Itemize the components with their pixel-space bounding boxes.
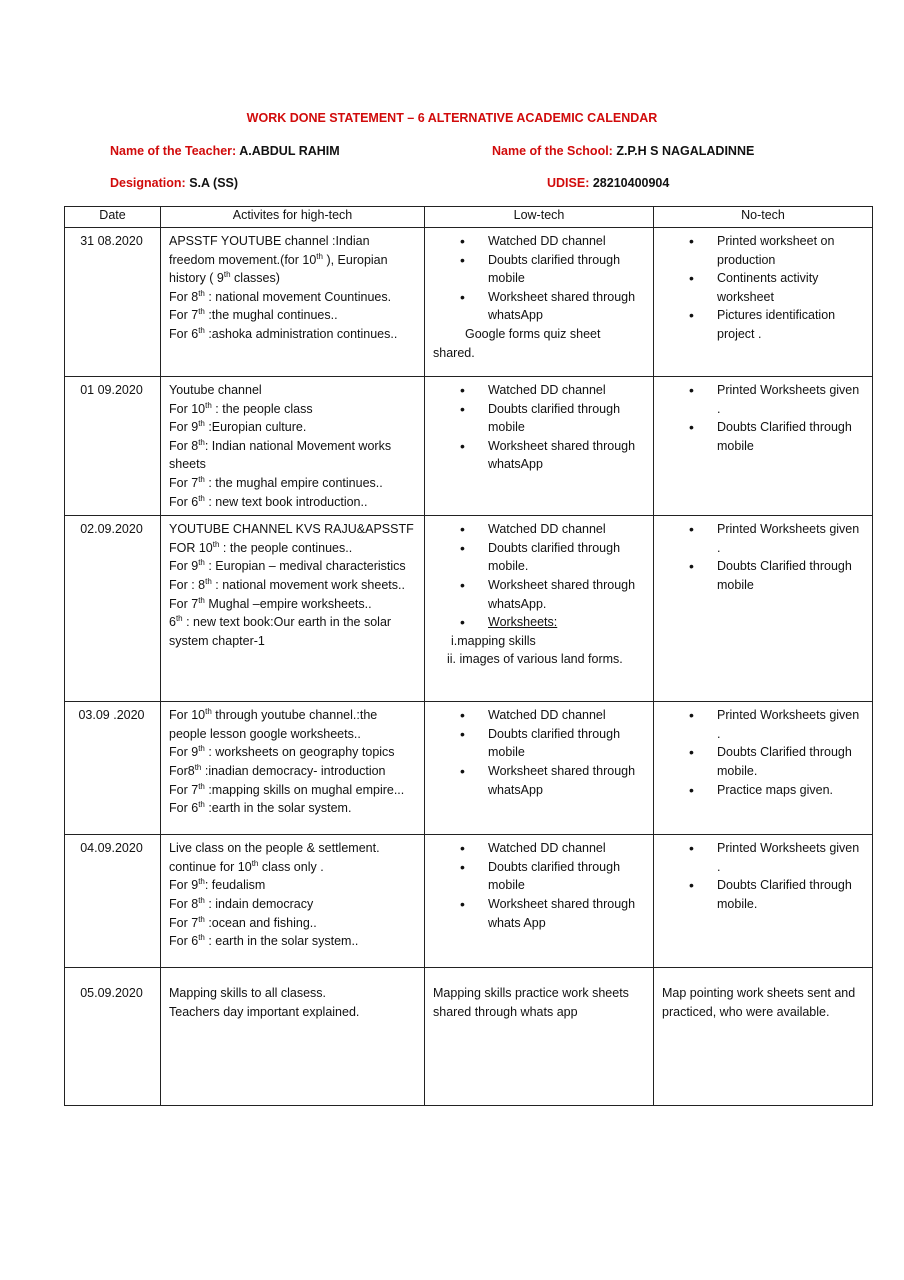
high-tech-cell bbox=[161, 228, 425, 377]
activity-line: For 7th :the mughal continues.. bbox=[169, 307, 338, 323]
udise-info bbox=[547, 176, 669, 190]
udise-label: UDISE: bbox=[547, 176, 590, 190]
low-tech-list bbox=[433, 706, 647, 799]
table-row bbox=[65, 968, 873, 1106]
list-item: • Pictures identification project . bbox=[662, 306, 866, 343]
table-row bbox=[65, 228, 873, 377]
activity-line: For 6th :earth in the solar system. bbox=[169, 799, 352, 816]
activity-line: Mapping skills to all clasess. bbox=[169, 986, 327, 1001]
list-item: • Practice maps given. bbox=[662, 781, 866, 800]
list-item: • Doubts Clarified through mobile bbox=[662, 557, 866, 594]
low-tech-cell bbox=[425, 835, 654, 968]
low-tech-cell bbox=[425, 702, 654, 835]
list-item: • Doubts clarified through mobile bbox=[433, 400, 647, 437]
low-tech-list bbox=[433, 839, 647, 932]
list-item: • Printed Worksheets given . bbox=[662, 381, 866, 418]
activity-line: i.mapping skills bbox=[451, 633, 536, 648]
no-tech-list bbox=[662, 232, 866, 344]
list-item bbox=[433, 613, 647, 632]
no-tech-list bbox=[662, 381, 866, 455]
list-item: • Worksheet shared through whats App bbox=[433, 895, 647, 932]
list-item: • Printed Worksheets given . bbox=[662, 706, 866, 743]
low-tech-list bbox=[433, 520, 647, 632]
activity-line: Live class on the people & settlement. bbox=[169, 841, 380, 856]
low-tech-cell bbox=[425, 228, 654, 377]
no-tech-list bbox=[662, 706, 866, 799]
list-item: • Worksheet shared through whatsApp bbox=[433, 288, 647, 325]
list-item: • Printed worksheet on production bbox=[662, 232, 866, 269]
activity-line: For 8th : indain democracy bbox=[169, 895, 314, 911]
activity-line: 6th : new text book:Our earth in the solar system chapter-1 bbox=[169, 613, 392, 648]
list-item: • Watched DD channel bbox=[433, 520, 647, 539]
date-cell: 31 08.2020 bbox=[65, 228, 161, 377]
activity-line: For 6th : earth in the solar system.. bbox=[169, 932, 359, 949]
activity-line: For 8th: Indian national Movement works sheets bbox=[169, 437, 392, 472]
no-tech-cell: Map pointing work sheets sent and practiced, who were available. bbox=[654, 968, 873, 1106]
date-cell: 03.09 .2020 bbox=[65, 702, 161, 835]
activity-line: For 10th : the people class bbox=[169, 400, 313, 416]
list-item: • Doubts clarified through mobile bbox=[433, 251, 647, 288]
no-tech-cell bbox=[654, 702, 873, 835]
column-header-date: Date bbox=[65, 207, 161, 228]
no-tech-cell bbox=[654, 516, 873, 702]
high-tech-cell bbox=[161, 968, 425, 1106]
table-row bbox=[65, 516, 873, 702]
teacher-info bbox=[110, 144, 340, 158]
designation-value: S.A (SS) bbox=[189, 176, 239, 190]
activity-line: Youtube channel bbox=[169, 383, 262, 397]
teacher-label: Name of the Teacher: bbox=[110, 144, 237, 158]
list-item: • Doubts clarified through mobile. bbox=[433, 539, 647, 576]
udise-value: 28210400904 bbox=[592, 176, 670, 190]
activity-line: For : 8th : national movement work sheets.. bbox=[169, 576, 405, 592]
table-row bbox=[65, 835, 873, 968]
list-item: • Doubts clarified through mobile bbox=[433, 858, 647, 895]
high-tech-cell bbox=[161, 377, 425, 516]
activity-line: For 9th : worksheets on geography topics bbox=[169, 744, 395, 760]
activity-line: For 9th : Europian – medival characteristics bbox=[169, 558, 406, 574]
list-item: • Continents activity worksheet bbox=[662, 269, 866, 306]
activity-line: For 6th : new text book introduction.. bbox=[169, 493, 368, 509]
list-item: • Doubts Clarified through mobile. bbox=[662, 743, 866, 780]
school-name: Z.P.H S NAGALADINNE bbox=[616, 144, 755, 158]
low-tech-cell bbox=[425, 516, 654, 702]
high-tech-cell bbox=[161, 702, 425, 835]
date-cell: 02.09.2020 bbox=[65, 516, 161, 702]
low-tech-list bbox=[433, 381, 647, 474]
teacher-name: A.ABDUL RAHIM bbox=[239, 144, 340, 158]
activity-line: For 6th :ashoka administration continues.. bbox=[169, 325, 398, 341]
list-item: • Watched DD channel bbox=[433, 381, 647, 400]
list-item: • Doubts clarified through mobile bbox=[433, 725, 647, 762]
activity-line: Google forms quiz sheet bbox=[465, 326, 601, 341]
activity-line: YOUTUBE CHANNEL KVS RAJU&APSSTF bbox=[169, 522, 414, 537]
list-item: • Worksheet shared through whatsApp bbox=[433, 437, 647, 474]
list-item: • Worksheet shared through whatsApp. bbox=[433, 576, 647, 613]
activity-line: APSSTF YOUTUBE channel :Indian freedom movement.(for 10th ), Europian history ( 9th classes) bbox=[169, 234, 388, 286]
list-item: • Watched DD channel bbox=[433, 706, 647, 725]
high-tech-cell bbox=[161, 516, 425, 702]
no-tech-list bbox=[662, 520, 866, 594]
table-header-row bbox=[65, 207, 873, 228]
no-tech-cell bbox=[654, 377, 873, 516]
no-tech-cell bbox=[654, 835, 873, 968]
activity-line: continue for 10th class only . bbox=[169, 858, 324, 874]
activity-line: ii. images of various land forms. bbox=[447, 652, 623, 667]
work-done-table bbox=[64, 206, 873, 1106]
activity-line: For 9th :Europian culture. bbox=[169, 419, 307, 435]
column-header-no-tech: No-tech bbox=[654, 207, 873, 228]
designation-info bbox=[110, 176, 238, 190]
date-cell: 01 09.2020 bbox=[65, 377, 161, 516]
activity-line: For 7th : the mughal empire continues.. bbox=[169, 474, 383, 490]
list-item: • Printed Worksheets given . bbox=[662, 520, 866, 557]
table-row bbox=[65, 702, 873, 835]
activity-line: FOR 10th : the people continues.. bbox=[169, 539, 353, 555]
activity-line: shared. bbox=[433, 345, 475, 360]
table-row bbox=[65, 377, 873, 516]
activity-line: For8th :inadian democracy- introduction bbox=[169, 762, 386, 778]
low-tech-cell: Mapping skills practice work sheets shared through whats app bbox=[425, 968, 654, 1106]
activity-line: For 10th through youtube channel.:the people lesson google worksheets.. bbox=[169, 707, 378, 741]
high-tech-cell bbox=[161, 835, 425, 968]
low-tech-cell bbox=[425, 377, 654, 516]
no-tech-cell bbox=[654, 228, 873, 377]
low-tech-list bbox=[433, 232, 647, 325]
activity-line: For 9th: feudalism bbox=[169, 877, 266, 893]
worksheets-heading: Worksheets: bbox=[488, 615, 558, 630]
column-header-low-tech: Low-tech bbox=[425, 207, 654, 228]
document-title: WORK DONE STATEMENT – 6 ALTERNATIVE ACADEMIC CALENDAR bbox=[246, 111, 658, 125]
activity-line: Teachers day important explained. bbox=[169, 1004, 360, 1019]
activity-line: For 7th :mapping skills on mughal empire... bbox=[169, 781, 405, 797]
list-item: • Doubts Clarified through mobile. bbox=[662, 876, 866, 913]
list-item: • Watched DD channel bbox=[433, 839, 647, 858]
list-item: • Doubts Clarified through mobile bbox=[662, 418, 866, 455]
activity-line: For 7th :ocean and fishing.. bbox=[169, 914, 317, 930]
activity-line: For 7th Mughal –empire worksheets.. bbox=[169, 595, 372, 611]
designation-label: Designation: bbox=[110, 176, 186, 190]
school-label: Name of the School: bbox=[492, 144, 613, 158]
list-item: • Printed Worksheets given . bbox=[662, 839, 866, 876]
list-item: • Watched DD channel bbox=[433, 232, 647, 251]
date-cell: 05.09.2020 bbox=[65, 968, 161, 1106]
activity-line: For 8th : national movement Countinues. bbox=[169, 288, 392, 304]
column-header-high-tech: Activites for high-tech bbox=[161, 207, 425, 228]
list-item: • Worksheet shared through whatsApp bbox=[433, 762, 647, 799]
no-tech-list bbox=[662, 839, 866, 913]
date-cell: 04.09.2020 bbox=[65, 835, 161, 968]
school-info bbox=[492, 144, 754, 158]
